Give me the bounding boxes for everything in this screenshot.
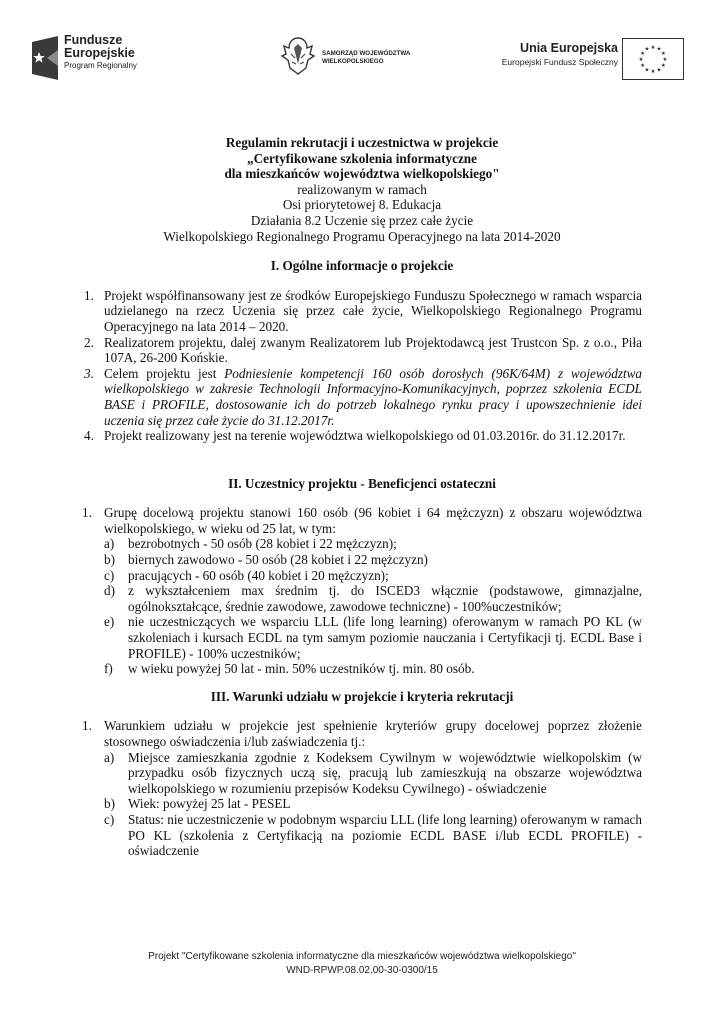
- ue-logo-line1: Unia Europejska: [520, 41, 618, 55]
- subitem-letter: e): [104, 614, 115, 630]
- eu-star-icon: ★: [660, 63, 666, 69]
- subitem-text: w wieku powyżej 50 lat - min. 50% uczestników tj. min. 80 osób.: [128, 661, 475, 677]
- eu-star-icon: ★: [650, 45, 656, 51]
- item-number: 1.: [82, 718, 92, 734]
- list-item: [104, 661, 642, 677]
- subitem-letter: b): [104, 796, 115, 812]
- fe-logo-line2: Europejskie: [64, 46, 135, 60]
- item-text: Projekt realizowany jest na terenie województwa wielkopolskiego od 01.03.2016r. do 31.12.2017r.: [104, 428, 626, 444]
- eu-star-icon: ★: [656, 46, 662, 53]
- list-item: [82, 288, 642, 335]
- list-item: [104, 614, 642, 661]
- list-item: [82, 428, 642, 444]
- subitem-text: pracujących - 60 osób (40 kobiet i 20 mężczyzn);: [128, 567, 389, 583]
- section2-sublist: [104, 536, 642, 676]
- title-line1: Regulamin rekrutacji i uczestnictwa w projekcie: [225, 135, 499, 150]
- ue-logo-line2: Europejski Fundusz Społeczny: [501, 57, 618, 67]
- list-item: [82, 335, 642, 366]
- subtitle-line3: Działania 8.2 Uczenie się przez całe życie: [250, 212, 474, 228]
- section2-list: [82, 505, 642, 677]
- eu-star-icon: ★: [640, 51, 646, 57]
- subitem-text: Status: nie uczestniczenie w podobnym wsparciu LLL (life long learning) oferowanym w ramach PO KL (szkolenia z Certyfikacją na poziomie ECDL BASE i/lub ECDL PROFILE) - oświadczenie: [128, 811, 642, 859]
- subitem-letter: a): [104, 536, 115, 552]
- document-body: [82, 135, 642, 859]
- fe-logo-line1: Fundusze: [64, 33, 123, 47]
- wlkp-logo-line2: WIELKOPOLSKIEGO: [322, 58, 384, 65]
- eu-star-icon: ★: [638, 57, 644, 63]
- list-item: [104, 750, 642, 797]
- eu-star-icon: ★: [644, 67, 650, 74]
- eagle-crest-icon: [278, 34, 318, 78]
- eu-star-icon: ★: [644, 46, 650, 53]
- list-item: [104, 796, 642, 812]
- list-item: [104, 583, 642, 614]
- item-text: Projekt współfinansowany jest ze środków Europejskiego Funduszu Społecznego w ramach wsparcia udzielanego na rzecz Uczenia się przez całe życie, Wielkopolskiego Regionalnego Programu Operacyjnego na lata 2014 – 2020.: [104, 287, 642, 334]
- item-text: Grupę docelową projektu stanowi 160 osób (96 kobiet i 64 mężczyzn) z obszaru województwa wielkopolskiego, w wieku od 25 lat, w tym:: [104, 505, 642, 536]
- list-item: [82, 718, 642, 858]
- section3-heading: III. Warunki udziału w projekcie i kryteria rekrutacji: [210, 688, 514, 704]
- samorzad-wielkopolski-logo: [278, 34, 438, 84]
- list-item: [104, 568, 642, 584]
- title-line3: dla mieszkańców województwa wielkopolskiego": [224, 166, 500, 182]
- list-item: [104, 552, 642, 568]
- subitem-text: biernych zawodowo - 50 osób (28 kobiet i 22 mężczyzn): [128, 552, 428, 568]
- subitem-text: Wiek: powyżej 25 lat - PESEL: [128, 796, 291, 812]
- item-number: 4.: [84, 428, 94, 444]
- subitem-text: bezrobotnych - 50 osób (28 kobiet i 22 mężczyzn);: [128, 536, 397, 552]
- subitem-letter: f): [104, 661, 113, 677]
- subtitle-line4: Wielkopolskiego Regionalnego Programu Operacyjnego na lata 2014-2020: [163, 228, 561, 244]
- item-text: Realizatorem projektu, dalej zwanym Realizatorem lub Projektodawcą jest Trustcon Sp. z o.o., Piła 107A, 26-200 Końskie.: [104, 334, 642, 366]
- page-header: [0, 22, 724, 92]
- section3-list: [82, 718, 642, 858]
- list-item: [104, 536, 642, 552]
- item-number: 1.: [82, 505, 92, 521]
- list-item: [104, 812, 642, 859]
- subitem-text: Miejsce zamieszkania zgodnie z Kodeksem Cywilnym w województwie wielkopolskim (w przypadku osób fizycznych uczą się, pracują lub zamieszkują na obszarze województwa wielkopolskiego w rozumieniu przepisów Kodeksu Cywilnego) - oświadczenie: [128, 749, 642, 796]
- eu-flag-icon: [622, 38, 684, 80]
- subitem-letter: b): [104, 552, 115, 568]
- footer-project-name: Projekt "Certyfikowane szkolenia informatyczne dla mieszkańców województwa wielkopolskiego": [148, 951, 576, 962]
- item-number: 2.: [84, 334, 94, 350]
- subitem-text: z wykształceniem max średnim tj. do ISCED3 włącznie (podstawowe, gimnazjalne, ogólnokształcące, średnie zawodowe, zawodowe techniczne) - 100%uczestników;: [128, 583, 642, 614]
- item-text: Warunkiem udziału w projekcie jest spełnienie kryteriów grupy docelowej poprzez złożenie stosownego oświadczenia i/lub zaświadczenia tj.:: [104, 718, 642, 749]
- item-number: 1.: [84, 287, 94, 303]
- eu-star-icon: ★: [650, 69, 656, 75]
- eu-star-icon: ★: [660, 51, 666, 57]
- fe-logo-line3: Program Regionalny: [64, 61, 137, 70]
- subtitle-line2: Osi priorytetowej 8. Edukacja: [282, 197, 442, 213]
- eu-star-icon: ★: [656, 67, 662, 74]
- subtitle-line1: realizowanym w ramach: [297, 181, 427, 197]
- list-item: [82, 366, 642, 428]
- section1-heading: I. Ogólne informacje o projekcie: [270, 258, 454, 274]
- subitem-letter: a): [104, 749, 115, 765]
- footer-project-number: WND-RPWP.08.02.00-30-0300/15: [286, 965, 438, 976]
- subitem-letter: d): [104, 583, 115, 599]
- page-footer: [0, 950, 724, 978]
- subitem-letter: c): [104, 567, 115, 583]
- item-number: 3.: [84, 365, 94, 381]
- item-text-italic: Podniesienie kompetencji 160 osób dorosłych (96K/64M) z województwa wielkopolskiego w zakresie Technologii Informacyjno-Komunikacyjnych, poprzez szkolenia ECDL BASE i PROFILE, dostosowanie ich do potrzeb lokalnego rynku pracy i upowszechnienie idei uczenia się przez całe życie do 31.12.2017r.: [104, 365, 643, 428]
- section2-heading: II. Uczestnicy projektu - Beneficjenci ostateczni: [228, 475, 496, 491]
- item-text: Celem projektu jest: [104, 365, 225, 381]
- eu-star-icon: ★: [640, 63, 646, 69]
- fundusze-europejskie-logo: [32, 32, 162, 88]
- section1-list: [82, 288, 642, 444]
- subitem-letter: c): [104, 811, 115, 827]
- eu-star-icon: ★: [662, 57, 668, 63]
- unia-europejska-logo: [476, 40, 618, 68]
- subitem-text: nie uczestniczących we wsparciu LLL (life long learning) oferowanym w ramach PO KL (w szkoleniach i kursach ECDL na tym samym poziomie nauczania i Certyfikacji tj. ECDL Base i PROFILE) - 100% uczestników;: [128, 614, 642, 661]
- fundusze-europejskie-star-icon: [32, 36, 58, 80]
- section3-sublist: [104, 750, 642, 859]
- title-line2: „Certyfikowane szkolenia informatyczne: [246, 150, 477, 166]
- wlkp-logo-line1: SAMORZĄD WOJEWÓDZTWA: [322, 50, 411, 57]
- list-item: [82, 505, 642, 677]
